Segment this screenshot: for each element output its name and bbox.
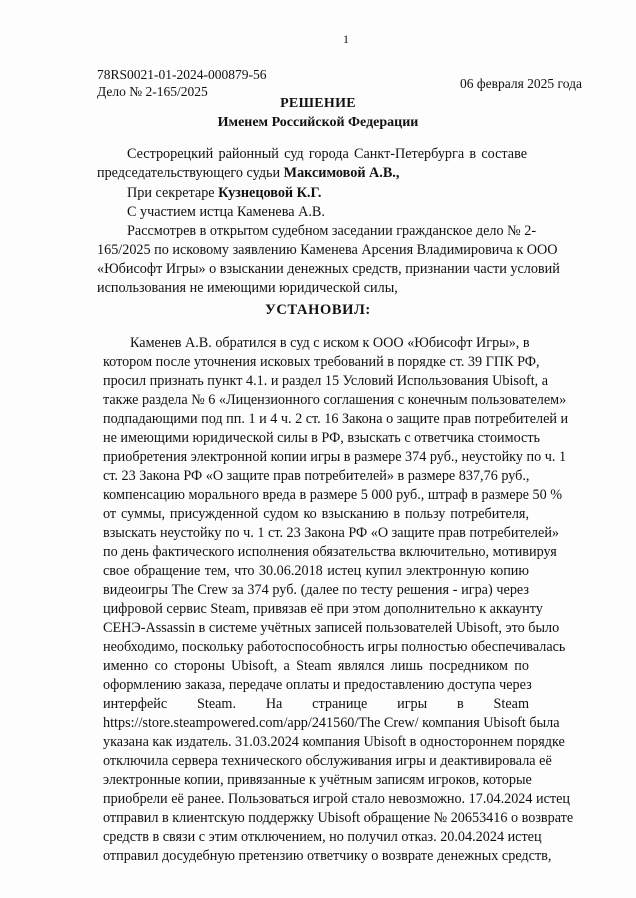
document-subtitle: Именем Российской Федерации	[217, 115, 419, 130]
paragraph-line: приобрели её ранее. Пользоваться игрой стало невозможно. 17.04.2024 истец	[103, 791, 571, 807]
paragraph-line: «Юбисофт Игры» о взыскании денежных средств, признании части условий	[97, 261, 560, 277]
established-heading: УСТАНОВИЛ:	[265, 302, 371, 318]
plaintiff-line: С участием истца Каменева А.В.	[127, 204, 325, 220]
paragraph-line: электронные копии, привязанные к учётным записям игроков, которые	[103, 772, 532, 788]
paragraph-line: взыскать неустойку по ч. 1 ст. 23 Закона РФ «О защите прав потребителей»	[103, 525, 559, 541]
paragraph-line: отправил в клиентскую поддержку Ubisoft обращение № 20653416 о возврате	[103, 810, 574, 826]
paragraph-line: котором после уточнения исковых требований в порядке ст. 39 ГПК РФ,	[103, 354, 540, 370]
paragraph-line: Каменев А.В. обратился в суд с иском к ООО «Юбисофт Игры», в	[130, 335, 530, 351]
paragraph-line: средств в связи с этим отключением, но получил отказ. 20.04.2024 истец	[103, 829, 542, 845]
page-number: 1	[343, 32, 349, 46]
paragraph-line: не имеющими юридической силы в РФ, взыскать с ответчика стоимость	[103, 430, 541, 446]
paragraph-line: свое обращение тем, что 30.06.2018 истец купил электронную копию	[103, 563, 529, 579]
secretary-line	[127, 184, 557, 203]
document-title: РЕШЕНИЕ	[280, 96, 356, 111]
paragraph-line: отключила сервера технического обслуживания игры и деактивировала её	[103, 753, 552, 769]
paragraph-line: именно со стороны Ubisoft, а Steam являлся лишь посредником по	[103, 658, 529, 674]
paragraph-line: подпадающими под пп. 1 и 4 ч. 2 ст. 16 Закона о защите прав потребителей и	[103, 411, 569, 427]
established-paragraph	[103, 334, 574, 866]
paragraph-line: от суммы, присужденной судом ко взысканию в пользу потребителя,	[103, 506, 529, 522]
paragraph-line: приобретения электронной копии игры в размере 374 руб., неустойку по ч. 1	[103, 449, 567, 465]
paragraph-line: по день фактического исполнения обязательства включительно, мотивируя	[103, 544, 557, 560]
judge-prefix: председательствующего судьи	[97, 165, 284, 181]
paragraph-line: просил признать пункт 4.1. и раздел 15 Условий Использования Ubisoft, а	[103, 373, 549, 389]
decision-date: 06 февраля 2025 года	[460, 76, 582, 91]
court-line: Сестрорецкий районный суд города Санкт-Петербурга в составе	[127, 146, 527, 162]
paragraph-line: отправил досудебную претензию ответчику о возврате денежных средств,	[103, 848, 552, 864]
paragraph-line: оформлению заказа, передаче оплаты и предоставлению доступа через	[103, 677, 532, 693]
judge-name: Максимовой А.В.,	[283, 165, 400, 181]
court-composition	[97, 145, 527, 183]
secretary-name: Кузнецовой К.Г.	[218, 185, 322, 201]
case-id: 78RS0021-01-2024-000879-56	[97, 67, 267, 82]
paragraph-line: ст. 23 Закона РФ «О защите прав потребителей» в размере 837,76 руб.,	[103, 468, 530, 484]
secretary-prefix: При секретаре	[127, 185, 219, 201]
paragraph-line: Рассмотрев в открытом судебном заседании гражданское дело № 2-	[127, 223, 537, 239]
paragraph-line: компенсацию морального вреда в размере 5 000 руб., штраф в размере 50 %	[103, 487, 563, 503]
paragraph-line: видеоигры The Crew за 374 руб. (далее по тесту решения - игра) через	[103, 582, 529, 598]
case-header	[97, 66, 267, 100]
paragraph-line: СЕНЭ-Assassin в системе учётных записей пользователей Ubisoft, это было	[103, 620, 560, 636]
paragraph-line: использования не имеющими юридической силы,	[97, 280, 398, 296]
paragraph-line: также раздела № 6 «Лицензионного соглашения с конечным пользователем»	[103, 392, 567, 408]
paragraph-line: цифровой сервис Steam, привязав её при этом дополнительно к аккаунту	[103, 601, 543, 617]
paragraph-line: указана как издатель. 31.03.2024 компания Ubisoft в одностороннем порядке	[103, 734, 565, 750]
considered-paragraph	[97, 222, 560, 298]
paragraph-line: необходимо, поскольку работоспособность игры полностью обеспечивалась	[103, 639, 566, 655]
paragraph-line: https://store.steampowered.com/app/241560/The Crew/ компания Ubisoft была	[103, 715, 560, 731]
case-number: Дело № 2-165/2025	[97, 84, 208, 99]
paragraph-line: 165/2025 по исковому заявлению Каменева Арсения Владимировича к ООО	[97, 242, 558, 258]
paragraph-line: интерфейс Steam. На странице игры в Steam	[103, 696, 529, 712]
court-line	[97, 164, 527, 183]
